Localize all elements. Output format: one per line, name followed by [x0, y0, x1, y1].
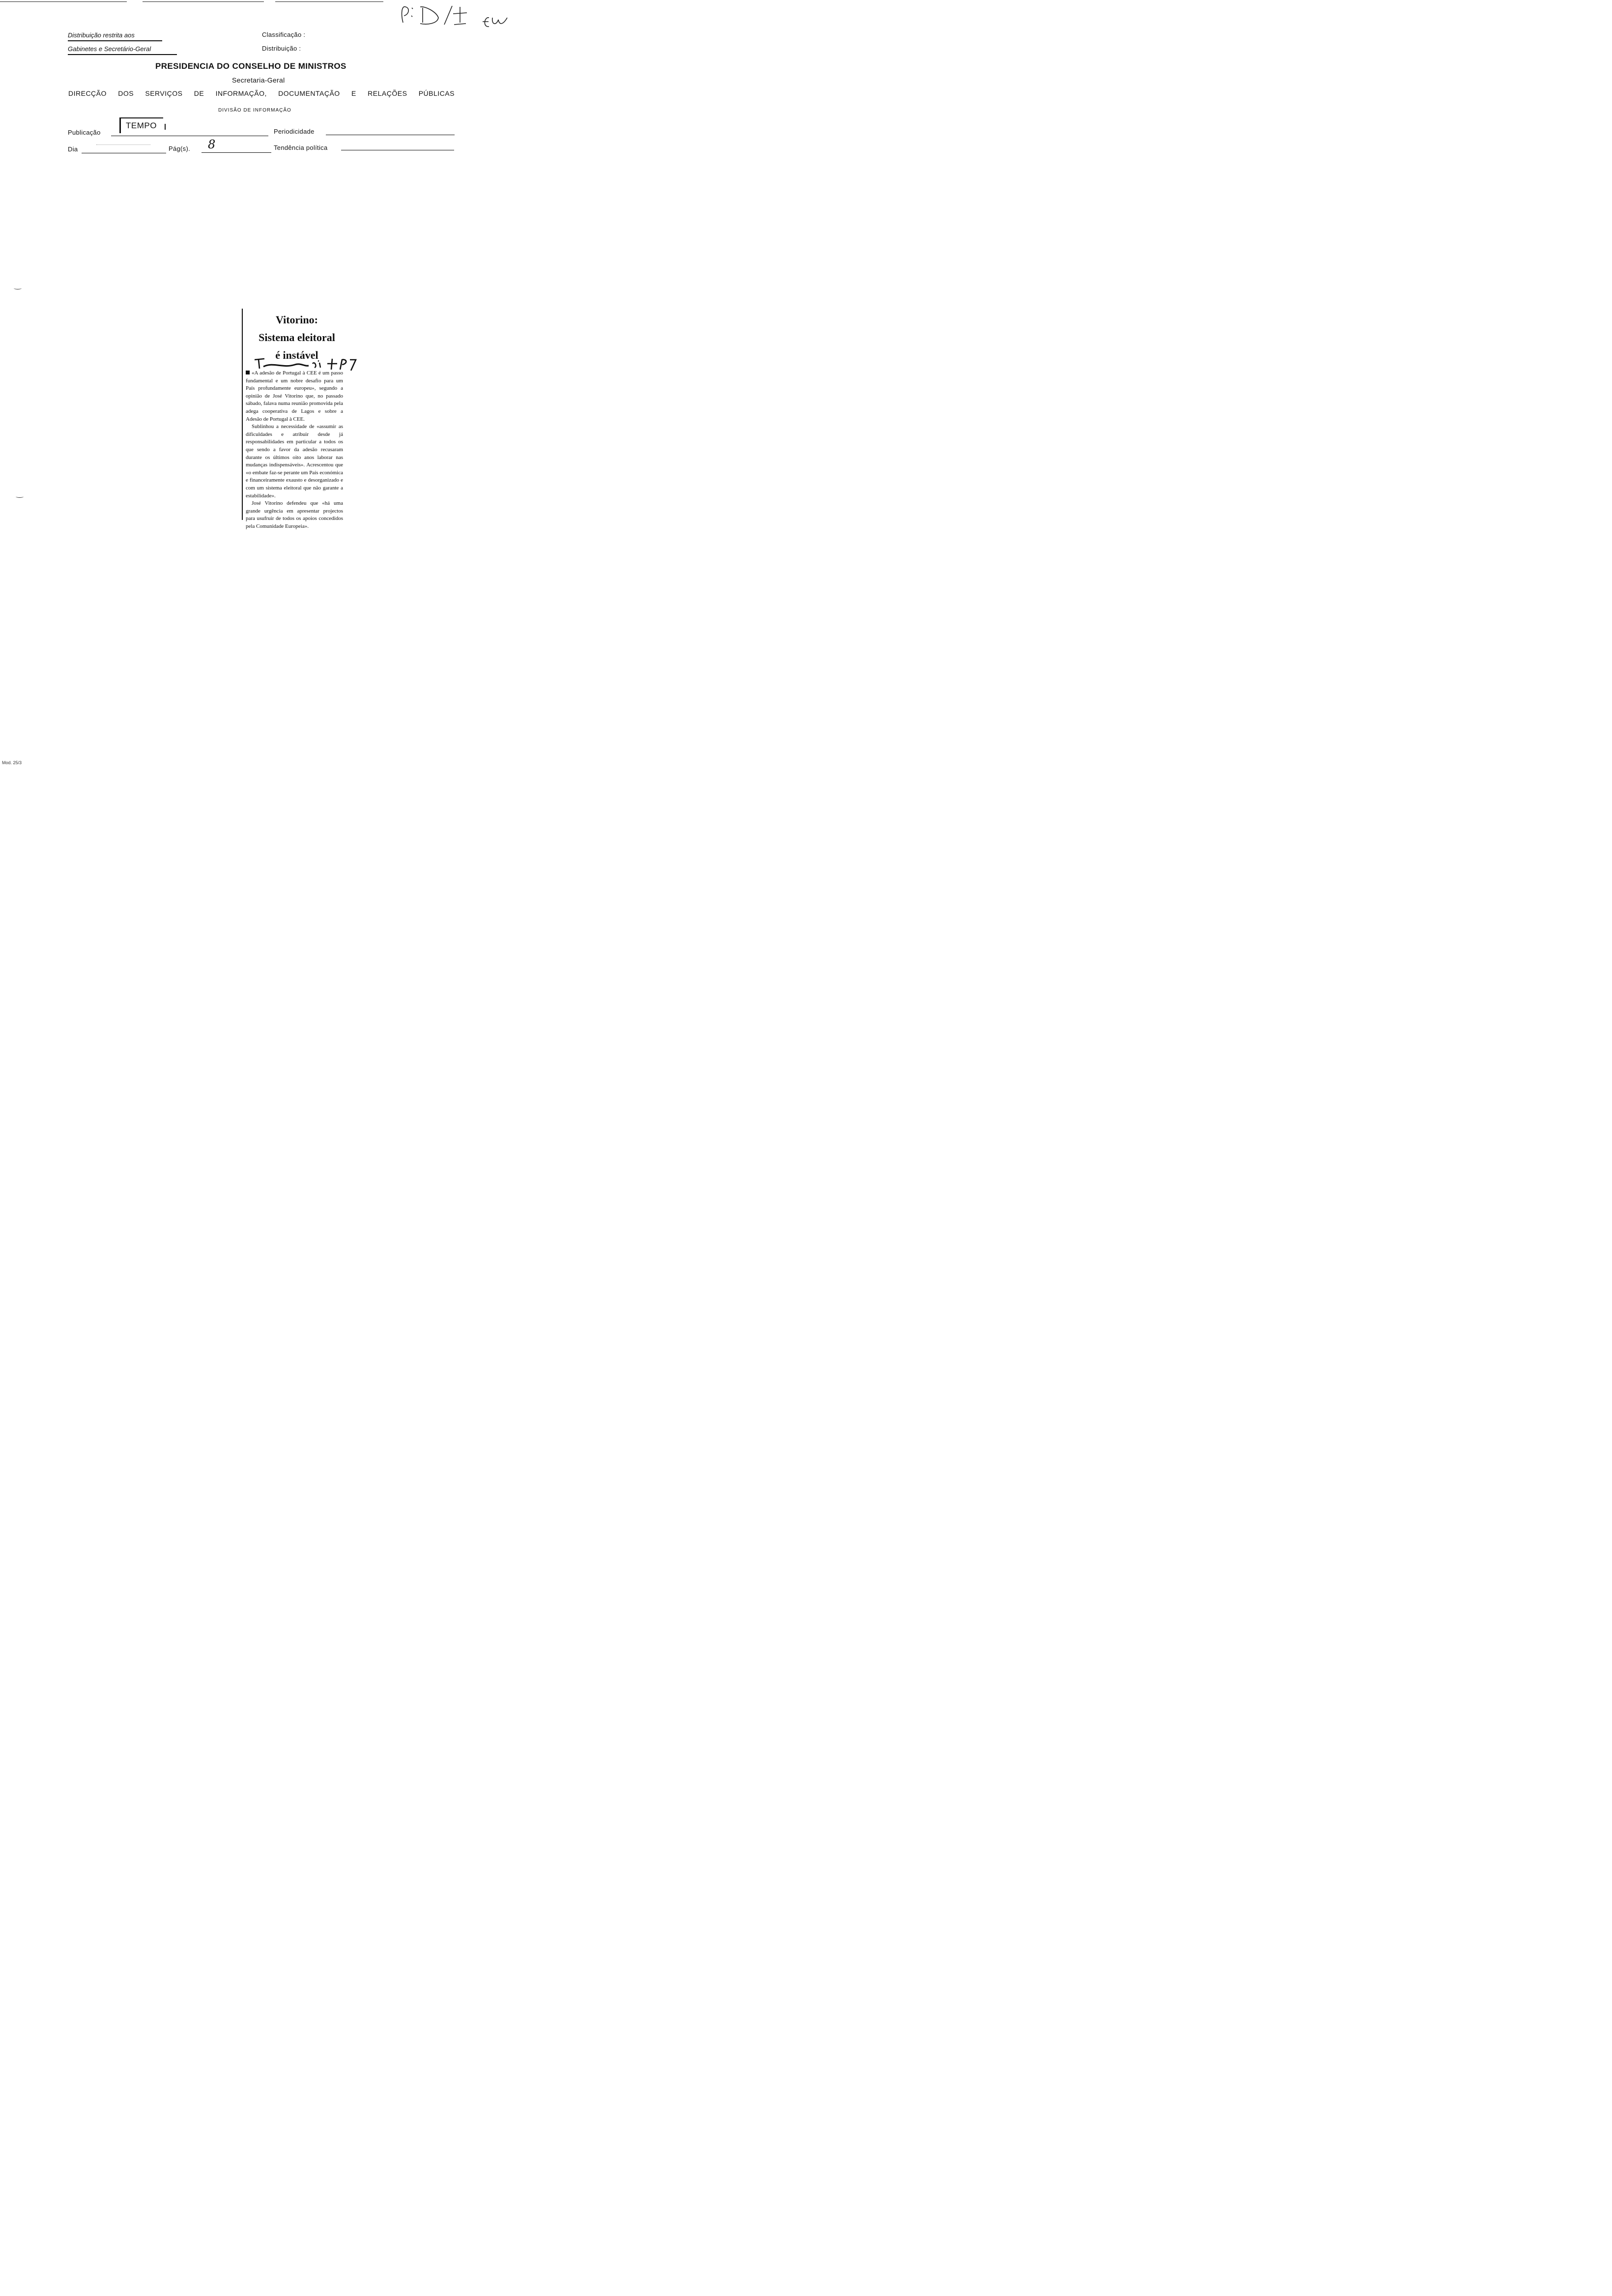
- article-paragraph-1-text: «A adesão de Portugal à CEE é um passo fundamental e um nobre desafio para um País profundamente europeu», segundo a opinião de José Vitorino que, no passado sábado, falava numa reunião promovida pela adega cooperativa de Lagos e sobre a Adesão de Portugal à CEE.: [246, 370, 343, 422]
- article-paragraph-1: [246, 370, 343, 423]
- classification-label: Classificação :: [262, 31, 306, 38]
- article-paragraph-3: José Vitorino defendeu que «há uma grande urgência em apresentar projectos para usufruir de todos os apoios concedidos pela Comunidade Europeia».: [246, 500, 343, 529]
- hole-punch-mark-top: [14, 287, 22, 289]
- clipping-left-rule: [242, 309, 243, 520]
- headline-line3: é instável: [275, 349, 318, 361]
- direction-word: DOS: [118, 89, 134, 97]
- institution-name: PRESIDENCIA DO CONSELHO DE MINISTROS: [155, 61, 346, 71]
- institution-subtitle: Secretaria-Geral: [232, 76, 285, 84]
- square-bullet-icon: [246, 371, 250, 374]
- pages-label: Pág(s).: [169, 145, 191, 152]
- distribution-restriction-line1: Distribuição restrita aos: [68, 31, 162, 41]
- top-border-left: [0, 1, 127, 2]
- hole-punch-mark-bottom: [16, 495, 24, 498]
- periodicity-label: Periodicidade: [274, 128, 315, 135]
- headline-line2: Sistema eleitoral: [259, 331, 335, 344]
- distribution-restriction-line2: Gabinetes e Secretário-Geral: [68, 45, 177, 55]
- day-label: Dia: [68, 145, 78, 153]
- direction-heading: [68, 89, 455, 97]
- direction-word: DOCUMENTAÇÃO: [278, 89, 340, 97]
- top-border-right: [275, 1, 383, 2]
- direction-word: DE: [194, 89, 204, 97]
- direction-word: SERVIÇOS: [145, 89, 183, 97]
- publication-stamp: [119, 117, 163, 133]
- form-code: Mod. 25/3: [2, 760, 22, 765]
- stamp-mark: [165, 124, 166, 130]
- handwritten-code: [398, 3, 521, 32]
- article-body: [246, 370, 343, 530]
- newspaper-clipping: [242, 309, 346, 596]
- pages-value: 8: [208, 138, 216, 151]
- direction-word: RELAÇÕES: [368, 89, 407, 97]
- publication-value: TEMPO: [126, 121, 157, 130]
- distribution-label: Distribuição :: [262, 45, 301, 52]
- pages-fill-line: [202, 152, 271, 153]
- top-border-mid: [143, 1, 264, 2]
- direction-word: PÚBLICAS: [418, 89, 455, 97]
- article-paragraph-2: Sublinhou a necessidade de «assumir as dificuldades e atribuir desde já responsabilidades em particular a todos os que sendo a favor da adesão recusaram durante os últimos oito anos laborar nas mudanças indispensáveis». Acrescentou que «o embate faz-se perante um País económica e financeiramente exausto e desorganizado e com um sistema eleitoral que não garante a estabilidade».: [246, 424, 343, 499]
- day-faint-marks: [96, 144, 150, 152]
- direction-word: INFORMAÇÃO,: [215, 89, 267, 97]
- tendency-label: Tendência política: [274, 144, 328, 151]
- headline-line1: Vitorino:: [276, 314, 318, 326]
- direction-word: DIRECÇÃO: [68, 89, 107, 97]
- direction-word: E: [351, 89, 356, 97]
- publication-label: Publicação: [68, 129, 101, 136]
- division-label: DIVISÃO DE INFORMAÇÃO: [218, 108, 291, 113]
